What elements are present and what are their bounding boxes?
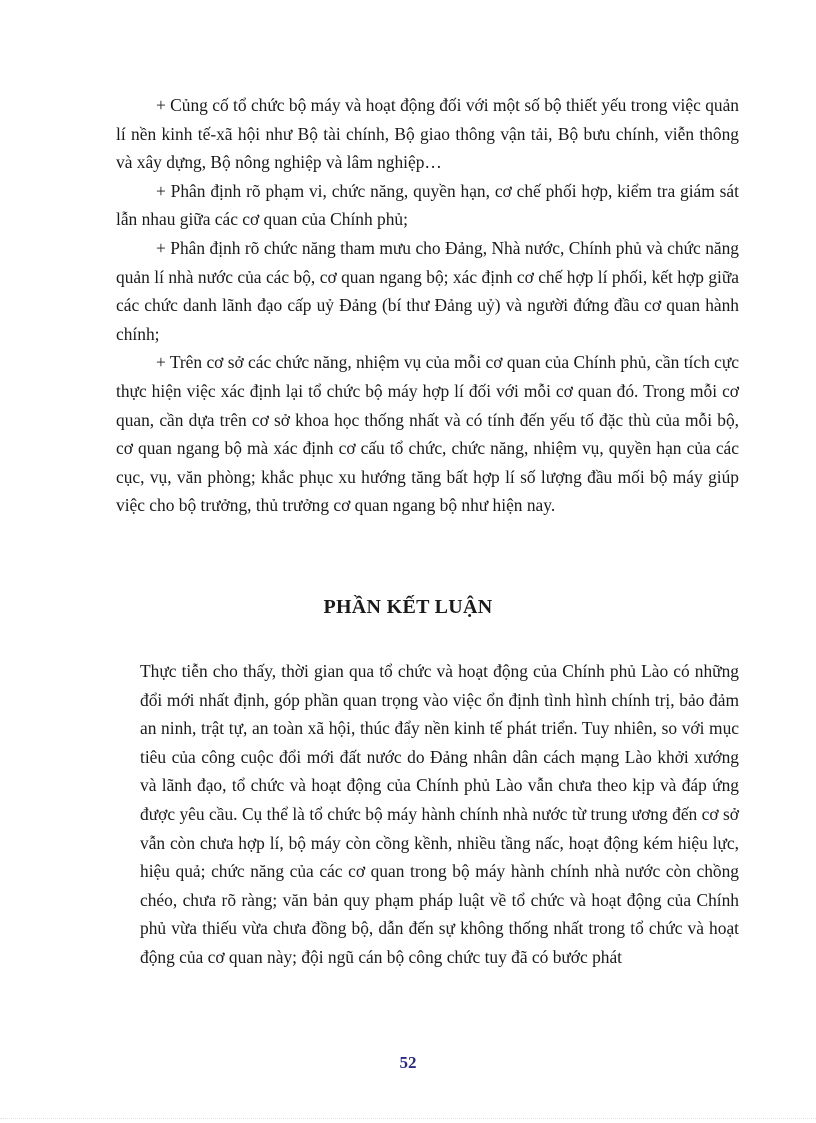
page-number: 52	[399, 1053, 417, 1072]
bullet-list	[116, 91, 739, 520]
bullet-paragraph-4: + Trên cơ sở các chức năng, nhiệm vụ của mỗi cơ quan của Chính phủ, cần tích cực thực hiện việc xác định lại tổ chức bộ máy hợp lí đối với mỗi cơ quan đó. Trong mỗi cơ quan, cần dựa trên cơ sở khoa học thống nhất và có tính đến yếu tố đặc thù của mỗi bộ, cơ quan ngang bộ mà xác định cơ cấu tổ chức, chức năng, nhiệm vụ, quyền hạn của các cục, vụ, văn phòng; khắc phục xu hướng tăng bất hợp lí số lượng đầu mối bộ máy giúp việc cho bộ trưởng, thủ trưởng cơ quan ngang bộ như hiện nay.	[116, 352, 739, 516]
section-heading: PHẦN KẾT LUẬN	[323, 596, 493, 618]
footer-divider	[0, 1118, 816, 1119]
conclusion-body	[140, 657, 739, 972]
conclusion-paragraph: Thực tiễn cho thấy, thời gian qua tổ chức và hoạt động của Chính phủ Lào có những đổi mới nhất định, góp phần quan trọng vào việc ổn định tình hình chính trị, bảo đảm an ninh, trật tự, an toàn xã hội, thúc đẩy nền kinh tế phát triển. Tuy nhiên, so với mục tiêu của công cuộc đổi mới đất nước do Đảng nhân dân cách mạng Lào khởi xướng và lãnh đạo, tổ chức và hoạt động của Chính phủ Lào vẫn chưa theo kịp và đáp ứng được yêu cầu. Cụ thể là tổ chức bộ máy hành chính nhà nước từ trung ương đến cơ sở vẫn còn chưa hợp lí, bộ máy còn cồng kềnh, nhiều tầng nấc, hoạt động kém hiệu lực, hiệu quả; chức năng của các cơ quan trong bộ máy hành chính nhà nước còn chồng chéo, chưa rõ ràng; văn bản quy phạm pháp luật về tổ chức và hoạt động của Chính phủ vừa thiếu vừa chưa đồng bộ, dẫn đến sự không thống nhất trong tổ chức và hoạt động của cơ quan này; đội ngũ cán bộ công chức tuy đã có bước phát	[140, 661, 739, 967]
bullet-paragraph-3: + Phân định rõ chức năng tham mưu cho Đảng, Nhà nước, Chính phủ và chức năng quản lí nhà nước của các bộ, cơ quan ngang bộ; xác định cơ chế hợp lí phối, kết hợp giữa các chức danh lãnh đạo cấp uỷ Đảng (bí thư Đảng uỷ) và người đứng đầu cơ quan hành chính;	[116, 237, 739, 344]
bullet-paragraph-2: + Phân định rõ phạm vi, chức năng, quyền hạn, cơ chế phối hợp, kiểm tra giám sát lẫn nhau giữa các cơ quan của Chính phủ;	[116, 180, 739, 230]
bullet-paragraph-1: + Củng cố tổ chức bộ máy và hoạt động đối với một số bộ thiết yếu trong việc quản lí nền kinh tế-xã hội như Bộ tài chính, Bộ giao thông vận tải, Bộ bưu chính, viễn thông và xây dựng, Bộ nông nghiệp và lâm nghiệp…	[116, 95, 739, 173]
